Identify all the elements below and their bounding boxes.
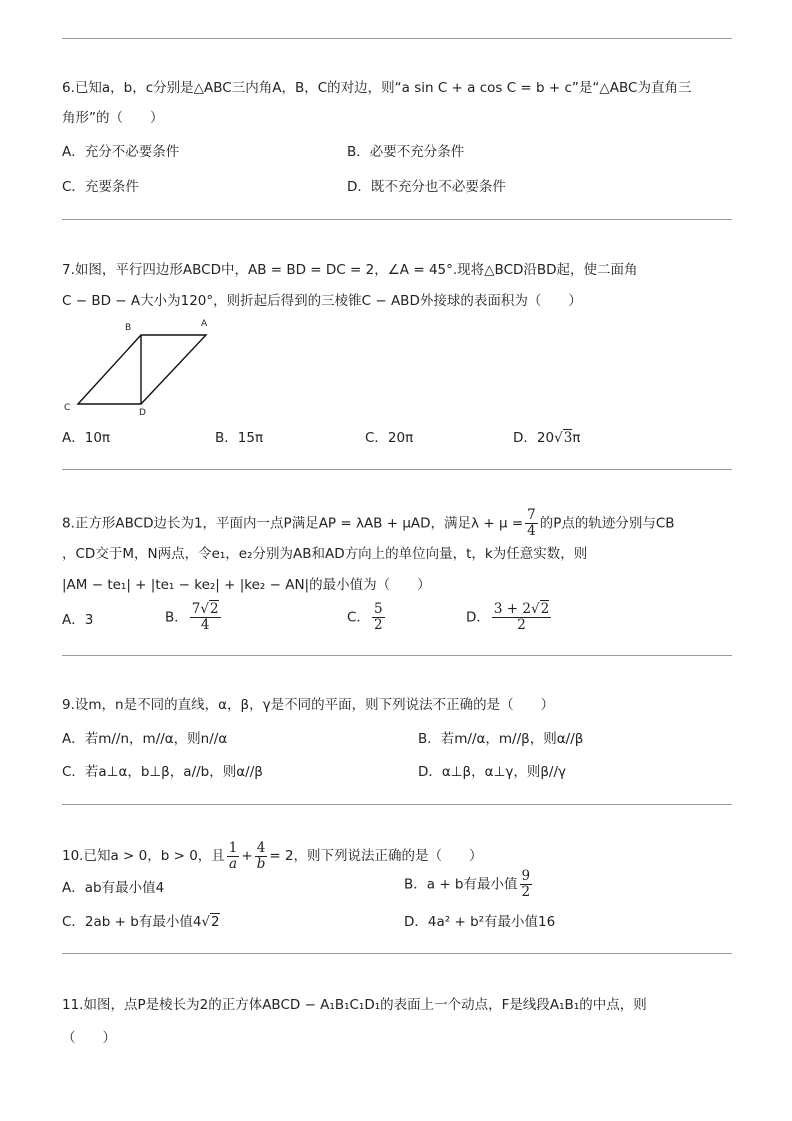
q8-option-d-fraction — [492, 602, 551, 633]
separator-q7 — [62, 469, 732, 470]
separator-q9 — [62, 804, 732, 805]
q8-option-d-label: D． — [466, 609, 490, 626]
q7-option-d-radicand: 3 — [563, 430, 573, 446]
q8-option-c-num: 5 — [373, 601, 383, 617]
q10-fraction-2-num: 4 — [256, 839, 266, 856]
q10-option-d[interactable]: D．4a² + b²有最小值16 — [404, 914, 556, 930]
q10-fraction-2 — [255, 841, 268, 872]
q8-stem-line1-a: 8.正方形ABCD边长为1，平面内一点P满足AP = λAB + μAD，满足λ + μ = — [62, 515, 524, 532]
q8-stem-line3: |AM − te₁| + |te₁ − ke₂| + |ke₂ − AN|的最小值为（ ） — [62, 577, 431, 593]
q6-option-a[interactable]: A．充分不必要条件 — [62, 144, 180, 160]
q8-fraction — [525, 508, 538, 539]
q6-stem-line2: 角形”的（ ） — [62, 110, 164, 126]
q8-option-a[interactable]: A．3 — [62, 612, 94, 628]
q7-option-d[interactable] — [513, 428, 580, 448]
q9-option-a[interactable]: A．若m//n，m//α，则n//α — [62, 731, 228, 747]
q8-option-c-den: 2 — [373, 617, 383, 633]
q6-option-c[interactable]: C．充要条件 — [62, 179, 139, 195]
q8-option-d-den: 2 — [517, 617, 526, 633]
q10-option-b-num: 9 — [521, 868, 531, 884]
q7-option-c[interactable]: C．20π — [365, 430, 414, 446]
separator-q6 — [62, 219, 732, 220]
q6-option-b[interactable]: B．必要不充分条件 — [347, 144, 465, 160]
label-c: C — [64, 403, 71, 413]
q8-stem-line1 — [62, 508, 675, 539]
q9-stem: 9.设m，n是不同的直线，α，β，γ是不同的平面，则下列说法不正确的是（ ） — [62, 697, 555, 713]
q6-option-d[interactable]: D．既不充分也不必要条件 — [347, 179, 506, 195]
q8-fraction-num: 7 — [527, 507, 536, 523]
sqrt-symbol: √ — [554, 430, 563, 446]
q8-option-d-num: 3 + 2√2 — [493, 601, 550, 617]
q6-stem-line1: 6.已知a，b，c分别是△ABC三内角A，B，C的对边，则“a sin C + a cos C = b + c”是“△ABC为直角三 — [62, 80, 692, 96]
q10-stem-a: 10.已知a > 0，b > 0，且 — [62, 848, 225, 864]
q10-option-b-den: 2 — [521, 884, 531, 900]
separator-top — [62, 38, 732, 39]
separator-q8 — [62, 655, 732, 656]
q8-option-c[interactable] — [347, 602, 387, 633]
sqrt-symbol: √ — [201, 914, 211, 930]
q9-option-d[interactable]: D．α⊥β，α⊥γ，则β//γ — [418, 764, 567, 780]
q10-stem-b: = 2，则下列说法正确的是（ ） — [269, 848, 483, 864]
label-a: A — [201, 319, 208, 329]
q10-option-c[interactable] — [62, 912, 220, 932]
separator-q10 — [62, 953, 732, 954]
q8-option-b-fraction — [190, 602, 221, 633]
q7-stem-line2: C − BD − A大小为120°，则折起后得到的三棱锥C − ABD外接球的表面积为（ ） — [62, 293, 582, 309]
q7-option-a[interactable]: A．10π — [62, 430, 111, 446]
q8-option-b-den: 4 — [200, 617, 210, 633]
q11-stem-line1: 11.如图，点P是棱长为2的正方体ABCD − A₁B₁C₁D₁的表面上一个动点，F是线段A₁B₁的中点，则 — [62, 997, 647, 1013]
q8-option-b-num: 7√2 — [191, 601, 219, 617]
q10-option-b-text: B．a + b有最小值 — [404, 876, 518, 893]
q10-plus: + — [241, 848, 253, 864]
label-b: B — [125, 323, 132, 333]
q10-option-a[interactable]: A．ab有最小值4 — [62, 880, 165, 896]
q8-option-b-num-a: 7 — [191, 601, 201, 617]
q7-stem-line1: 7.如图，平行四边形ABCD中，AB = BD = DC = 2，∠A = 45°.现将△BCD沿BD起，使二面角 — [62, 262, 638, 278]
q9-option-c[interactable]: C．若a⊥α，b⊥β，a//b，则α//β — [62, 764, 263, 780]
q9-option-b[interactable]: B．若m//α，m//β，则α//β — [418, 731, 584, 747]
q10-fraction-2-den: b — [256, 855, 266, 872]
q8-option-d[interactable] — [466, 602, 553, 633]
q8-option-c-label: C． — [347, 609, 370, 626]
q10-fraction-1-num: 1 — [228, 839, 238, 856]
q10-fraction-1 — [227, 841, 240, 872]
q10-option-c-prefix: C．2ab + b有最小值4 — [62, 914, 202, 930]
label-d: D — [139, 408, 146, 418]
q8-option-b-label: B． — [165, 609, 188, 626]
q8-option-c-fraction — [372, 602, 385, 633]
q10-option-b-fraction — [520, 869, 533, 900]
q7-option-d-suffix: π — [572, 430, 581, 446]
q7-option-d-prefix: D．20 — [513, 430, 555, 446]
parallelogram-figure — [62, 315, 222, 419]
q8-fraction-den: 4 — [527, 523, 536, 539]
q8-stem-line1-b: 的P点的轨迹分别与CB — [539, 515, 675, 532]
q7-option-b[interactable]: B．15π — [215, 430, 264, 446]
q8-option-d-num-rad: 2 — [540, 601, 550, 617]
q10-fraction-1-den: a — [229, 855, 238, 872]
q11-stem-line2: （ ） — [62, 1030, 116, 1046]
q10-option-b[interactable] — [404, 869, 534, 900]
q8-stem-line2: ，CD交于M，N两点，令e₁，e₂分别为AB和AD方向上的单位向量，t，k为任意实数，则 — [62, 546, 588, 562]
q8-option-b-num-rad: 2 — [209, 601, 219, 617]
q8-option-d-num-a: 3 + 2 — [493, 601, 531, 617]
q10-option-c-radicand: 2 — [211, 914, 220, 930]
q8-option-b[interactable] — [165, 602, 223, 633]
parallelogram-shape — [78, 335, 206, 404]
